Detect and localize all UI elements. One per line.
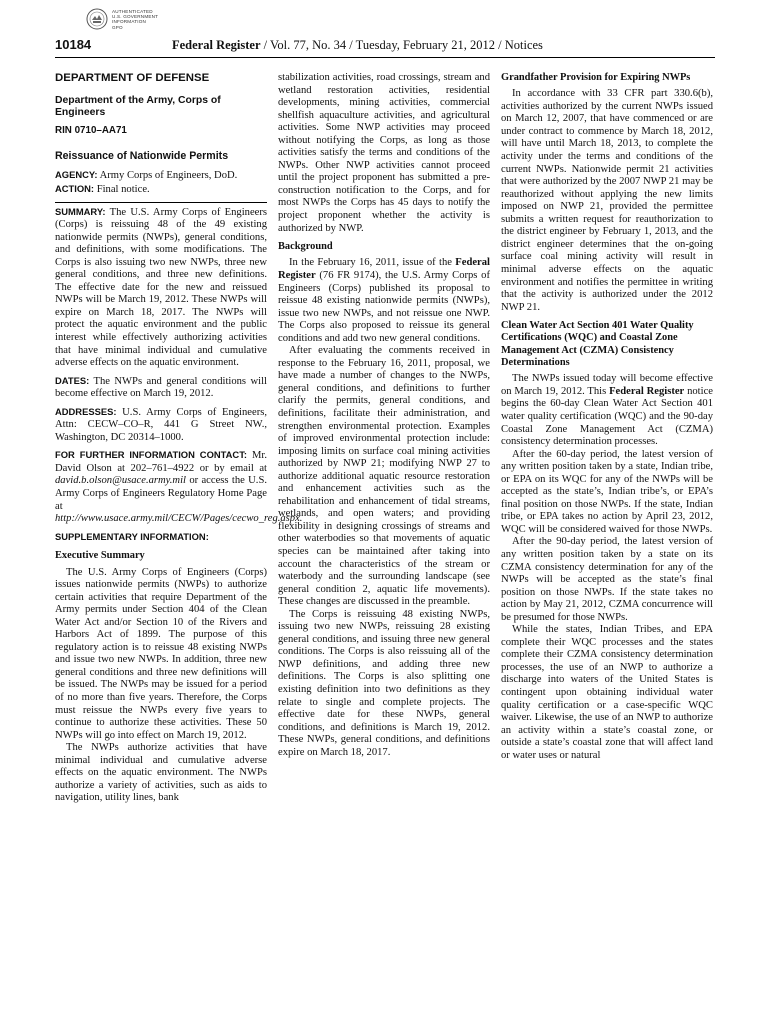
grandfather-paragraph: In accordance with 33 CFR part 330.6(b), activities authorized by the current NWPs issued on March 12, 2007, that have commenced or are under contract to commence by March 18, 2012, will have until March 18, 2013, to complete the activity under the terms and conditions of the current NWPs. Nationwide permit 21 activities that were authorized by the 2007 NWP 21 may be reauthorized without applying the new limits imposed on NWP 21, provided the permittee submits a written request for reauthorization to the district engineer by February 1, 2013, and the district engineer determines that the on-going surface coal mining activity will result in minimal adverse effects on the aquatic environment and notifies the permittee in writing that the activity is authorized under the 2012 NWP 21.	[501, 88, 713, 313]
executive-summary-heading: Executive Summary	[55, 550, 145, 562]
wqc-czma-paragraph: While the states, Indian Tribes, and EPA complete their WQC processes and the states complete their CZMA consistency determination processes, the use of an NWP to authorize a discharge into waters of the United States is contingent upon obtaining individual water quality certification or a case-specific WQC waiver. Likewise, the use of an NWP to authorize an activity within a state’s coastal zone, or outside a state’s coastal zone that will affect land or water uses or natural	[501, 624, 713, 761]
document-title: Reissuance of Nationwide Permits	[55, 149, 229, 162]
executive-summary-paragraph: The NWPs authorize activities that have minimal individual and cumulative adverse effects on the aquatic environment. The NWPs authorize a variety of activities, such as aids to navigation, utility lines, bank	[55, 742, 267, 804]
running-head	[172, 38, 543, 53]
meta-divider	[55, 202, 267, 203]
background-heading: Background	[278, 241, 333, 253]
contact-paragraph: FOR FURTHER INFORMATION CONTACT: Mr. David Olson at 202–761–4922 or by email at david.b.olson@usace.army.mil or access the U.S. Army Corps of Engineers Regulatory Home Page at http://www.usace.army.mil/CECW/Pages/cecwo_reg.aspx.	[55, 449, 303, 525]
department-heading: DEPARTMENT OF DEFENSE	[55, 72, 210, 84]
wqc-czma-paragraph: The NWPs issued today will become effective on March 19, 2012. This Federal Register notice begins the 60-day Clean Water Act Section 401 water quality certification (WQC) and the 90-day Coastal Zone Management Act (CZMA) consistency determination processes.	[501, 373, 713, 448]
header-rule	[55, 57, 715, 58]
gpo-authentication-seal-icon	[86, 8, 108, 30]
column-2	[278, 72, 490, 759]
continued-paragraph: stabilization activities, road crossings, stream and wetland restoration activities, residential developments, mining activities, commercial shellfish aquaculture activities, and agricultural activities. Some NWP activities may proceed without notifying the Corps, as long as those activities satisfy the terms and conditions of the NWPs. Other NWP activities cannot proceed until the project proponent has submitted a pre-construction notification to the Corps, and for most NWPs the Corps has 45 days to notify the project proponent whether the activity is authorized by NWP.	[278, 72, 490, 234]
executive-summary-paragraph: The U.S. Army Corps of Engineers (Corps) issues nationwide permits (NWPs) to authorize certain activities that require Department of the Army permits under Section 404 of the Clean Water Act and/or Section 10 of the Rivers and Harbors Act of 1899. The purpose of this regulatory action is to reissue 48 existing NWPs and issue two new NWPs. In addition, three new general conditions and three new definitions will be issued. The NWPs may be issued for a period of no more than five years. Therefore, the Corps must reissue the NWPs every five years to continue to authorize these activities. These 50 NWPs will go into effect on March 19, 2012.	[55, 566, 267, 741]
background-paragraph: After evaluating the comments received in response to the February 16, 2011, proposal, we have made a number of changes to the NWPs, general conditions, and definitions to further clarify the permits, general conditions, and definitions, facilitate their administration, and strengthen environmental protection. Examples of improved environmental protection include: imposing limits on surface coal mining activities authorized by NWP 21; modifying NWP 27 to authorize additional aquatic resource restoration and enhancement activities such as the rehabilitation and enhancement of tidal streams, wetlands, and open waters; and providing flexibility in designing crossings of streams and other waterbodies so that movements of aquatic species can be maintained after taking into account the characteristics of the stream or waterbody and the surrounding landscape (see general condition 2, aquatic life movements). These changes are discussed in the preamble.	[278, 345, 490, 608]
agency-name: Department of the Army, Corps of Engineers	[55, 94, 221, 118]
dates-paragraph: DATES: The NWPs and general conditions will become effective on March 19, 2012.	[55, 374, 267, 400]
summary-paragraph: SUMMARY: The U.S. Army Corps of Engineers (Corps) is reissuing 48 of the 49 existing nationwide permits (NWPs), general conditions, and definitions, with some modifications. The Corps is also issuing two new NWPs, three new general conditions, and three new definitions. The effective date for the new and reissued NWPs will be March 19, 2012. These NWPs will expire on March 18, 2017. The NWPs will protect the aquatic environment and the public interest while effectively authorizing activities that have minimal individual and cumulative adverse effects on the aquatic environment.	[55, 205, 267, 369]
publication-name: Federal Register	[172, 38, 261, 52]
background-paragraph: The Corps is reissuing 48 existing NWPs, issuing two new NWPs, reissuing 28 existing general conditions, and issuing three new general conditions. The Corps is also reissuing all of the NWP definitions, and adding three new definitions. The Corps is also splitting one existing definition into two definitions as they relate to single and complete projects. The effective date for these NWPs, general conditions, and definitions is March 19, 2012. These NWPs, general conditions, and definitions expire on March 18, 2017.	[278, 608, 490, 758]
addresses-paragraph: ADDRESSES: U.S. Army Corps of Engineers, Attn: CECW–CO–R, 441 G Street NW., Washington, DC 20314–1000.	[55, 405, 267, 443]
column-3	[501, 72, 713, 762]
background-paragraph: In the February 16, 2011, issue of the Federal Register (76 FR 9174), the U.S. Army Corps of Engineers (Corps) published its proposal to reissue 48 existing nationwide permits (NWPs), issue two new NWPs, and not reissue one NWP. The Corps also proposed to reissue its general conditions and add two new general conditions.	[278, 257, 490, 344]
wqc-czma-paragraph: After the 60-day period, the latest version of any written position taken by a state, Indian tribe, or EPA on its WQC for any of the NWPs will be accepted as the state’s, Indian tribe’s, or EPA’s final position on those NWPs. If the state, Indian tribe, or EPA takes no action by April 23, 2012, WQC will be considered waived for those NWPs.	[501, 448, 713, 535]
grandfather-provision-heading: Grandfather Provision for Expiring NWPs	[501, 72, 691, 83]
rin-number: RIN 0710–AA71	[55, 125, 127, 137]
seal-text: AUTHENTICATED U.S. GOVERNMENT INFORMATION GPO	[112, 9, 159, 30]
page-number: 10184	[55, 37, 92, 52]
supplementary-info-label: SUPPLEMENTARY INFORMATION:	[55, 530, 209, 542]
column-1	[55, 72, 303, 805]
gpo-authentication-text	[112, 9, 158, 30]
issue-info: / Vol. 77, No. 34 / Tuesday, February 21, 2012 / Notices	[260, 38, 543, 52]
action-line: ACTION: Final notice.	[55, 183, 150, 195]
wqc-czma-paragraph: After the 90-day period, the latest version of any written position taken by a state on its CZMA consistency determination for any of the NWPs will be accepted as the state’s final position on those NWPs. If the state takes no action by May 21, 2012, CZMA concurrence will be presumed for those NWPs.	[501, 536, 713, 623]
regulatory-home-page-link[interactable]: http://www.usace.army.mil/CECW/Pages/cecwo_reg.aspx.	[55, 513, 303, 525]
contact-email-link[interactable]: david.b.olson@usace.army.mil	[55, 475, 186, 487]
agency-line: AGENCY: Army Corps of Engineers, DoD.	[55, 169, 238, 182]
wqc-czma-heading: Clean Water Act Section 401 Water Quality Certifications (WQC) and Coastal Zone Management Act (CZMA) Consistency Determinations	[501, 320, 694, 369]
